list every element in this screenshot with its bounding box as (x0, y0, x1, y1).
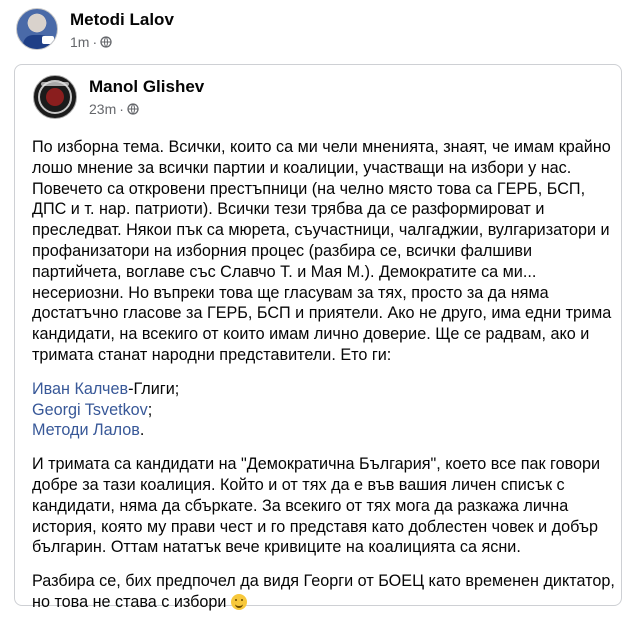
outer-post-header (16, 8, 174, 50)
mention-suffix-2: ; (147, 400, 153, 419)
mention-line-2 (32, 400, 616, 421)
mention-line-3 (32, 420, 616, 441)
globe-icon (100, 36, 112, 48)
mention-link-2[interactable]: Georgi Tsvetkov (32, 400, 148, 419)
shared-post-meta (89, 101, 204, 117)
shared-post-body (32, 137, 616, 626)
shared-author-name[interactable]: Manol Glishev (89, 77, 205, 96)
post-paragraph-1: По изборна тема. Всички, които са ми чели мненията, знаят, че имам крайно лошо мнение за всички партии и коалиции, участващи на избори у нас. Повечето са откровени престъпници (на челно място това са ГЕРБ, БСП, ДПС и т. нар. патриоти). Всички тези трябва да се разформироват и преследват. Някои пък са мюрета, съучастници, чалгаджии, вулгаризатори и профанизатори на изборния процес (разбира се, всички фалшиви партийчета, воглаве със Славчо Т. и Мая М.). Демократите са ми... несериозни. Но въпреки това ще гласувам за тях, просто за да няма достатъчно гласове за ГЕРБ, БСП и приятели. Ако не друго, има едни трима кандидати, на всекиго от които имам лично доверие. Ще се радвам, ако и тримата станат народни представители. Ето ги: (32, 138, 612, 364)
shared-author-avatar[interactable] (33, 75, 77, 119)
globe-icon (127, 103, 139, 115)
shared-post-header (33, 75, 204, 119)
mention-line-1 (32, 379, 616, 400)
post-paragraph-3 (32, 571, 616, 613)
mention-link-1[interactable]: Иван Калчев (32, 379, 129, 398)
author-avatar[interactable] (16, 8, 58, 50)
shared-meta-separator: · (119, 101, 124, 117)
post-time[interactable]: 1m (70, 34, 90, 50)
author-block (70, 8, 174, 50)
paragraph-3-text: Разбира се, бих предпочел да видя Георги от БОЕЦ като временен диктатор, но това не става с избори (32, 572, 615, 611)
author-name[interactable]: Metodi Lalov (70, 10, 174, 29)
avatar-text-band (41, 82, 69, 86)
meta-separator: · (92, 34, 98, 50)
avatar-badge (42, 36, 54, 44)
shared-post-card (14, 64, 622, 611)
post-paragraph-2: И тримата са кандидати на "Демократична България", което все пак говори добре за тази коалиция. Който и от тях да е във вашия личен списък с кандидати, няма да сбъркате. За всекиго от тях мога да разкажа лична история, която му прави чест и го представя като доблестен човек и добър българин. Оттам нататък вече кривиците на коалицията са ясни. (32, 455, 601, 557)
shared-post-time[interactable]: 23m (89, 101, 117, 117)
mentions-list (32, 379, 616, 441)
post-meta (70, 34, 174, 50)
mention-link-3[interactable]: Методи Лалов (32, 421, 140, 440)
avatar-emblem (46, 88, 64, 106)
shared-author-block (89, 75, 204, 119)
smiling-face-icon (231, 594, 247, 610)
mention-suffix-3: . (139, 421, 145, 440)
mention-suffix-1: -Глиги; (128, 379, 180, 398)
